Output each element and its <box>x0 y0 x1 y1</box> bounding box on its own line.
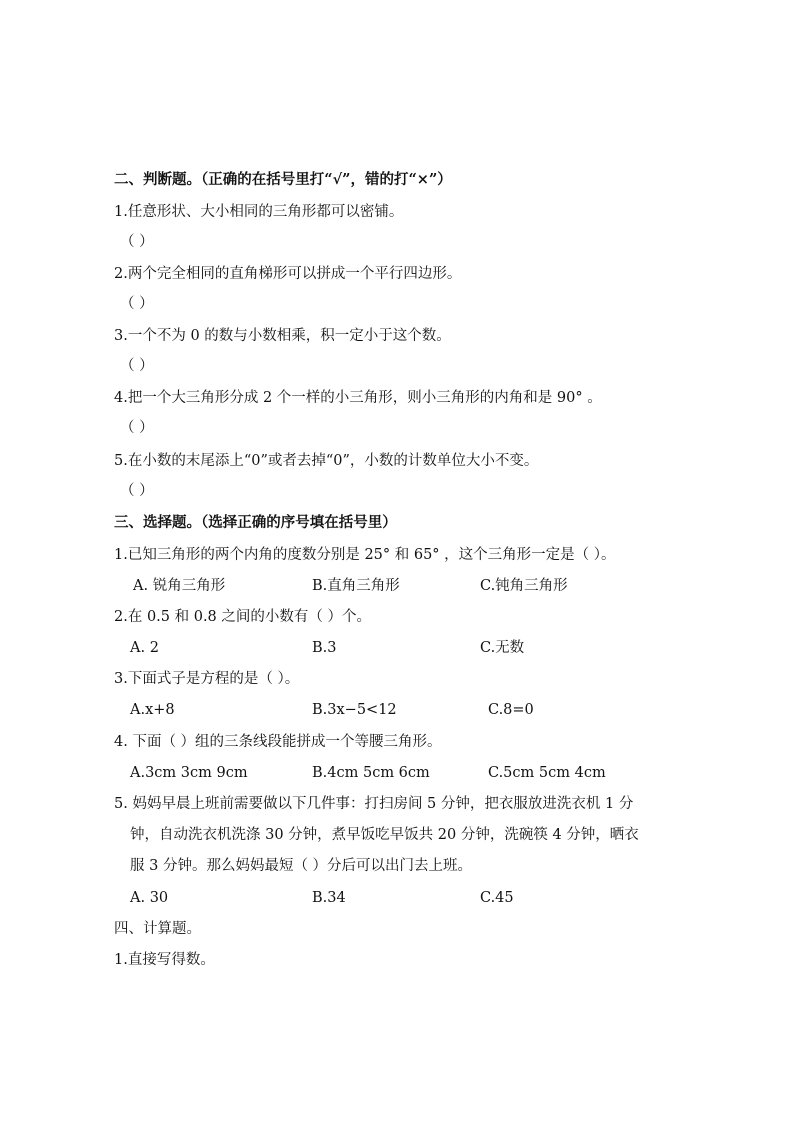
choice-3-option-c: C.8=0 <box>488 702 534 718</box>
judge-question-1: 1.任意形状、大小相同的三角形都可以密铺。 <box>114 204 404 220</box>
choice-5-option-b: B.34 <box>312 890 346 906</box>
choice-question-5-line-2: 钟，自动洗衣机洗涤 30 分钟，煮早饭吃早饭共 20 分钟，洗碗筷 4 分钟，晒衣 <box>130 827 639 843</box>
calc-question-1: 1.直接写得数。 <box>114 952 215 968</box>
choice-3-option-a: A.x+8 <box>130 702 175 718</box>
choice-2-option-b: B.3 <box>312 640 337 656</box>
judge-answer-blank-2: （ ） <box>120 296 154 312</box>
choice-question-3: 3.下面式子是方程的是（ ）。 <box>114 671 300 687</box>
judge-answer-blank-5: （ ） <box>120 483 154 499</box>
choice-4-option-b: B.4cm 5cm 6cm <box>312 765 430 781</box>
choice-3-option-b: B.3x−5<12 <box>312 702 397 718</box>
section2-heading: 二、判断题。（正确的在括号里打“√”，错的打“×”） <box>114 171 452 188</box>
choice-5-option-c: C.45 <box>480 890 514 906</box>
judge-answer-blank-3: （ ） <box>120 358 154 374</box>
choice-4-option-c: C.5cm 5cm 4cm <box>488 765 606 781</box>
choice-2-option-c: C.无数 <box>480 640 525 656</box>
choice-question-5-line-1: 5. 妈妈早晨上班前需要做以下几件事：打扫房间 5 分钟，把衣服放进洗衣机 1 分 <box>114 796 634 812</box>
choice-question-4: 4. 下面（ ）组的三条线段能拼成一个等腰三角形。 <box>114 734 442 750</box>
judge-question-3: 3.一个不为 0 的数与小数相乘，积一定小于这个数。 <box>114 328 451 344</box>
choice-1-option-c: C.钝角三角形 <box>480 578 568 594</box>
choice-question-5-line-3: 服 3 分钟。那么妈妈最短（ ）分后可以出门去上班。 <box>130 858 473 874</box>
choice-2-option-a: A. 2 <box>130 640 159 656</box>
choice-1-option-a: A. 锐角三角形 <box>133 578 226 594</box>
choice-4-option-a: A.3cm 3cm 9cm <box>130 765 248 781</box>
choice-question-2: 2.在 0.5 和 0.8 之间的小数有（ ）个。 <box>114 609 371 625</box>
choice-1-option-b: B.直角三角形 <box>312 578 400 594</box>
section4-heading: 四、计算题。 <box>114 921 201 937</box>
judge-answer-blank-4: （ ） <box>120 420 154 436</box>
section3-heading: 三、选择题。（选择正确的序号填在括号里） <box>114 514 397 531</box>
choice-5-option-a: A. 30 <box>130 890 169 906</box>
judge-question-4: 4.把一个大三角形分成 2 个一样的小三角形，则小三角形的内角和是 90° 。 <box>114 390 602 406</box>
judge-question-2: 2.两个完全相同的直角梯形可以拼成一个平行四边形。 <box>114 266 462 282</box>
choice-question-1: 1.已知三角形的两个内角的度数分别是 25° 和 65° ，这个三角形一定是（ ）。 <box>114 547 616 563</box>
judge-question-5: 5.在小数的末尾添上“0”或者去掉“0”，小数的计数单位大小不变。 <box>114 453 539 469</box>
judge-answer-blank-1: （ ） <box>120 234 154 250</box>
